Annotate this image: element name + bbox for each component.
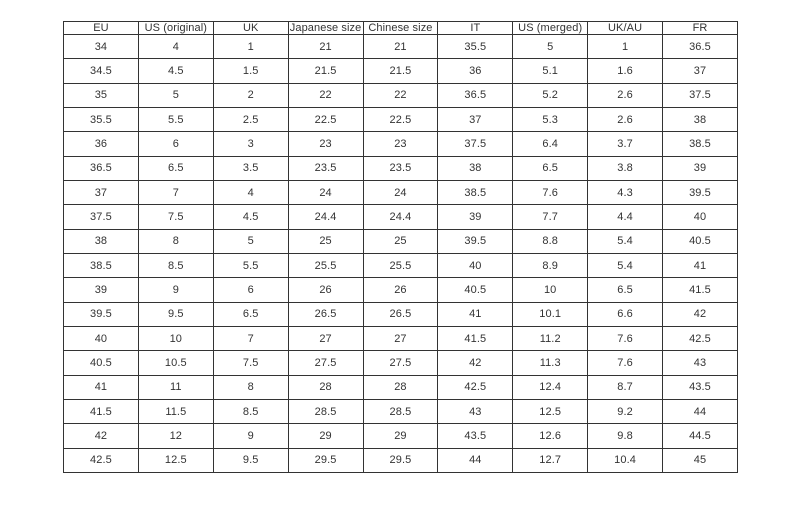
table-cell: 41.5 bbox=[438, 326, 513, 350]
table-cell: 23.5 bbox=[288, 156, 363, 180]
table-cell: 7.6 bbox=[513, 180, 588, 204]
table-cell: 37.5 bbox=[663, 83, 738, 107]
table-cell: 39 bbox=[64, 278, 139, 302]
table-cell: 4.4 bbox=[588, 205, 663, 229]
table-cell: 40.5 bbox=[64, 351, 139, 375]
table-cell: 11 bbox=[138, 375, 213, 399]
table-cell: 24.4 bbox=[288, 205, 363, 229]
table-row bbox=[64, 302, 738, 326]
table-cell: 1 bbox=[213, 35, 288, 59]
table-cell: 8.5 bbox=[138, 253, 213, 277]
table-cell: 6.4 bbox=[513, 132, 588, 156]
table-cell: 36.5 bbox=[64, 156, 139, 180]
table-cell: 41 bbox=[663, 253, 738, 277]
table-cell: 39.5 bbox=[438, 229, 513, 253]
table-cell: 12.5 bbox=[138, 448, 213, 472]
table-cell: 21.5 bbox=[363, 59, 438, 83]
table-cell: 23 bbox=[363, 132, 438, 156]
table-cell: 2 bbox=[213, 83, 288, 107]
table-row bbox=[64, 205, 738, 229]
table-cell: 22.5 bbox=[363, 107, 438, 131]
table-cell: 38.5 bbox=[663, 132, 738, 156]
table-cell: 22.5 bbox=[288, 107, 363, 131]
table-cell: 40 bbox=[438, 253, 513, 277]
column-header: Chinese size bbox=[363, 22, 438, 35]
table-cell: 7.6 bbox=[588, 351, 663, 375]
table-cell: 6 bbox=[138, 132, 213, 156]
table-cell: 1.6 bbox=[588, 59, 663, 83]
table-cell: 41.5 bbox=[663, 278, 738, 302]
table-cell: 7.6 bbox=[588, 326, 663, 350]
table-cell: 5.5 bbox=[138, 107, 213, 131]
table-cell: 12.7 bbox=[513, 448, 588, 472]
table-cell: 5.2 bbox=[513, 83, 588, 107]
table-body bbox=[64, 35, 738, 473]
table-cell: 35.5 bbox=[64, 107, 139, 131]
table-cell: 39.5 bbox=[64, 302, 139, 326]
table-cell: 42 bbox=[663, 302, 738, 326]
table-cell: 35 bbox=[64, 83, 139, 107]
table-cell: 37 bbox=[438, 107, 513, 131]
table-cell: 5 bbox=[138, 83, 213, 107]
table-cell: 9 bbox=[213, 424, 288, 448]
table-cell: 12 bbox=[138, 424, 213, 448]
table-row bbox=[64, 107, 738, 131]
table-cell: 40 bbox=[64, 326, 139, 350]
table-cell: 38 bbox=[64, 229, 139, 253]
table-row bbox=[64, 424, 738, 448]
table-cell: 40.5 bbox=[663, 229, 738, 253]
table-cell: 5.5 bbox=[213, 253, 288, 277]
table-cell: 43.5 bbox=[663, 375, 738, 399]
table-cell: 43 bbox=[438, 399, 513, 423]
table-cell: 6.5 bbox=[513, 156, 588, 180]
table-cell: 6 bbox=[213, 278, 288, 302]
table-cell: 27.5 bbox=[288, 351, 363, 375]
table-cell: 25 bbox=[288, 229, 363, 253]
table-cell: 7.5 bbox=[213, 351, 288, 375]
table-cell: 22 bbox=[363, 83, 438, 107]
table-cell: 10 bbox=[513, 278, 588, 302]
table-cell: 38 bbox=[663, 107, 738, 131]
table-cell: 9.8 bbox=[588, 424, 663, 448]
table-row bbox=[64, 229, 738, 253]
column-header: IT bbox=[438, 22, 513, 35]
table-cell: 10.4 bbox=[588, 448, 663, 472]
table-cell: 6.6 bbox=[588, 302, 663, 326]
table-cell: 21.5 bbox=[288, 59, 363, 83]
table-cell: 3 bbox=[213, 132, 288, 156]
table-cell: 25.5 bbox=[288, 253, 363, 277]
table-cell: 25.5 bbox=[363, 253, 438, 277]
table-cell: 8.7 bbox=[588, 375, 663, 399]
table-cell: 11.5 bbox=[138, 399, 213, 423]
table-cell: 21 bbox=[363, 35, 438, 59]
table-cell: 28 bbox=[363, 375, 438, 399]
column-header: Japanese size bbox=[289, 22, 362, 34]
table-cell: 8 bbox=[213, 375, 288, 399]
table-cell: 36.5 bbox=[438, 83, 513, 107]
table-cell: 37 bbox=[663, 59, 738, 83]
table-cell: 38.5 bbox=[64, 253, 139, 277]
table-cell: 36.5 bbox=[663, 35, 738, 59]
table-cell: 39.5 bbox=[663, 180, 738, 204]
table-cell: 1.5 bbox=[213, 59, 288, 83]
table-cell: 27 bbox=[363, 326, 438, 350]
table-cell: 24 bbox=[288, 180, 363, 204]
shoe-size-conversion-table bbox=[63, 21, 738, 473]
table-cell: 25 bbox=[363, 229, 438, 253]
table-cell: 36 bbox=[64, 132, 139, 156]
table-cell: 42.5 bbox=[663, 326, 738, 350]
table-row bbox=[64, 180, 738, 204]
table-cell: 3.8 bbox=[588, 156, 663, 180]
table-cell: 40 bbox=[663, 205, 738, 229]
table-cell: 40.5 bbox=[438, 278, 513, 302]
table-cell: 29 bbox=[363, 424, 438, 448]
table-cell: 9.5 bbox=[138, 302, 213, 326]
table-cell: 34.5 bbox=[64, 59, 139, 83]
table-cell: 9.5 bbox=[213, 448, 288, 472]
table-cell: 10.5 bbox=[138, 351, 213, 375]
table-cell: 39 bbox=[438, 205, 513, 229]
table-cell: 36 bbox=[438, 59, 513, 83]
column-header: EU bbox=[64, 22, 139, 35]
table-cell: 27.5 bbox=[363, 351, 438, 375]
table-row bbox=[64, 326, 738, 350]
table-cell: 8 bbox=[138, 229, 213, 253]
table-cell: 24 bbox=[363, 180, 438, 204]
table-cell: 6.5 bbox=[213, 302, 288, 326]
table-cell: 3.7 bbox=[588, 132, 663, 156]
table-cell: 7 bbox=[138, 180, 213, 204]
table-cell: 26 bbox=[288, 278, 363, 302]
table-cell: 42 bbox=[64, 424, 139, 448]
column-header: UK/AU bbox=[588, 22, 663, 35]
table-cell: 4.5 bbox=[138, 59, 213, 83]
table-row bbox=[64, 399, 738, 423]
table-cell: 4 bbox=[138, 35, 213, 59]
column-header: FR bbox=[663, 22, 738, 35]
table-cell: 22 bbox=[288, 83, 363, 107]
table-cell: 42 bbox=[438, 351, 513, 375]
table-cell: 26 bbox=[363, 278, 438, 302]
table-cell: 12.4 bbox=[513, 375, 588, 399]
table-row bbox=[64, 351, 738, 375]
table-cell: 29 bbox=[288, 424, 363, 448]
table-cell: 21 bbox=[288, 35, 363, 59]
table-cell: 37.5 bbox=[438, 132, 513, 156]
table-cell: 4.5 bbox=[213, 205, 288, 229]
table-cell: 39 bbox=[663, 156, 738, 180]
table-cell: 10 bbox=[138, 326, 213, 350]
table-cell: 7 bbox=[213, 326, 288, 350]
table-cell: 38.5 bbox=[438, 180, 513, 204]
table-cell: 44.5 bbox=[663, 424, 738, 448]
table-cell: 37.5 bbox=[64, 205, 139, 229]
table-cell: 8.8 bbox=[513, 229, 588, 253]
table-cell: 11.2 bbox=[513, 326, 588, 350]
table-cell: 4.3 bbox=[588, 180, 663, 204]
table-row bbox=[64, 253, 738, 277]
table-cell: 44 bbox=[438, 448, 513, 472]
table-cell: 2.6 bbox=[588, 83, 663, 107]
table-header bbox=[64, 22, 738, 35]
table-cell: 7.5 bbox=[138, 205, 213, 229]
column-header: US (merged) bbox=[513, 22, 588, 35]
table-cell: 27 bbox=[288, 326, 363, 350]
table-cell: 45 bbox=[663, 448, 738, 472]
table-cell: 2.6 bbox=[588, 107, 663, 131]
table-cell: 41 bbox=[64, 375, 139, 399]
table-cell: 29.5 bbox=[288, 448, 363, 472]
table-cell: 23 bbox=[288, 132, 363, 156]
table-cell: 8.5 bbox=[213, 399, 288, 423]
table-cell: 42.5 bbox=[438, 375, 513, 399]
table-cell: 4 bbox=[213, 180, 288, 204]
table-cell: 7.7 bbox=[513, 205, 588, 229]
table-cell: 3.5 bbox=[213, 156, 288, 180]
table-cell: 28.5 bbox=[363, 399, 438, 423]
table-cell: 12.6 bbox=[513, 424, 588, 448]
table-row bbox=[64, 448, 738, 472]
table-cell: 41.5 bbox=[64, 399, 139, 423]
column-header: US (original) bbox=[138, 22, 213, 35]
table-cell: 5.4 bbox=[588, 229, 663, 253]
table-row bbox=[64, 83, 738, 107]
table-cell: 34 bbox=[64, 35, 139, 59]
table-cell: 42.5 bbox=[64, 448, 139, 472]
table-row bbox=[64, 278, 738, 302]
table-cell: 29.5 bbox=[363, 448, 438, 472]
column-header: UK bbox=[213, 22, 288, 35]
table-row bbox=[64, 59, 738, 83]
table-cell: 1 bbox=[588, 35, 663, 59]
table-cell: 41 bbox=[438, 302, 513, 326]
header-row bbox=[64, 22, 738, 35]
table-cell: 9.2 bbox=[588, 399, 663, 423]
table-cell: 10.1 bbox=[513, 302, 588, 326]
table-row bbox=[64, 156, 738, 180]
table-cell: 11.3 bbox=[513, 351, 588, 375]
table-cell: 43 bbox=[663, 351, 738, 375]
table-cell: 28.5 bbox=[288, 399, 363, 423]
table-row bbox=[64, 35, 738, 59]
table-cell: 26.5 bbox=[288, 302, 363, 326]
table-cell: 5 bbox=[213, 229, 288, 253]
table-cell: 5.4 bbox=[588, 253, 663, 277]
table-cell: 6.5 bbox=[138, 156, 213, 180]
table-cell: 5 bbox=[513, 35, 588, 59]
table-cell: 8.9 bbox=[513, 253, 588, 277]
table-cell: 38 bbox=[438, 156, 513, 180]
table-cell: 9 bbox=[138, 278, 213, 302]
table-row bbox=[64, 375, 738, 399]
table-cell: 5.1 bbox=[513, 59, 588, 83]
table-cell: 44 bbox=[663, 399, 738, 423]
table-cell: 23.5 bbox=[363, 156, 438, 180]
table-cell: 35.5 bbox=[438, 35, 513, 59]
table-cell: 37 bbox=[64, 180, 139, 204]
table-cell: 2.5 bbox=[213, 107, 288, 131]
table-row bbox=[64, 132, 738, 156]
table-cell: 26.5 bbox=[363, 302, 438, 326]
table-cell: 6.5 bbox=[588, 278, 663, 302]
table-cell: 43.5 bbox=[438, 424, 513, 448]
table-cell: 24.4 bbox=[363, 205, 438, 229]
table-cell: 5.3 bbox=[513, 107, 588, 131]
table-cell: 28 bbox=[288, 375, 363, 399]
table-cell: 12.5 bbox=[513, 399, 588, 423]
